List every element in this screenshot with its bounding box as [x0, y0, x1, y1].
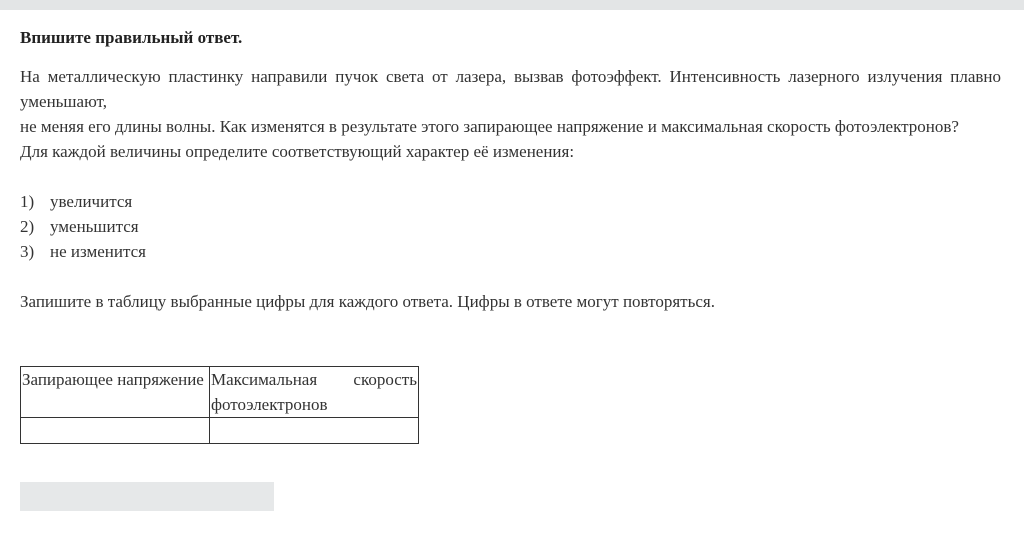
option-item	[20, 214, 1001, 239]
answer-cell-max-speed[interactable]	[210, 418, 419, 444]
option-text: увеличится	[50, 192, 133, 211]
task-instruction: Впишите правильный ответ.	[20, 28, 243, 47]
option-number: 2)	[20, 217, 35, 236]
header-max-speed: Максимальная скорость фотоэлектронов	[210, 367, 419, 418]
option-number: 1)	[20, 192, 35, 211]
submit-button[interactable]	[20, 482, 274, 511]
option-number: 3)	[20, 242, 35, 261]
answer-table	[20, 366, 419, 444]
task-paragraph-3: Для каждой величины определите соответствующий характер её изменения:	[20, 142, 575, 161]
option-item	[20, 189, 1001, 214]
answer-table-header-row	[21, 367, 419, 418]
task-content	[20, 26, 1001, 331]
top-bar	[0, 0, 1024, 10]
option-item	[20, 239, 1001, 264]
task-paragraph-1: На металлическую пластинку направили пучок света от лазера, вызвав фотоэффект. Интенсивность лазерного излучения плавно уменьшают,	[20, 67, 1001, 111]
answer-cell-locking-voltage[interactable]	[21, 418, 210, 444]
task-paragraph-2: не меняя его длины волны. Как изменятся в результате этого запирающее напряжение и максимальная скорость фотоэлектронов?	[20, 117, 959, 136]
option-text: не изменится	[50, 242, 146, 261]
header-locking-voltage: Запирающее напряжение	[21, 367, 210, 418]
answer-table-input-row	[21, 418, 419, 444]
option-text: уменьшится	[50, 217, 139, 236]
options-list	[20, 189, 1001, 264]
answer-note: Запишите в таблицу выбранные цифры для каждого ответа. Цифры в ответе могут повторяться.	[20, 292, 715, 311]
